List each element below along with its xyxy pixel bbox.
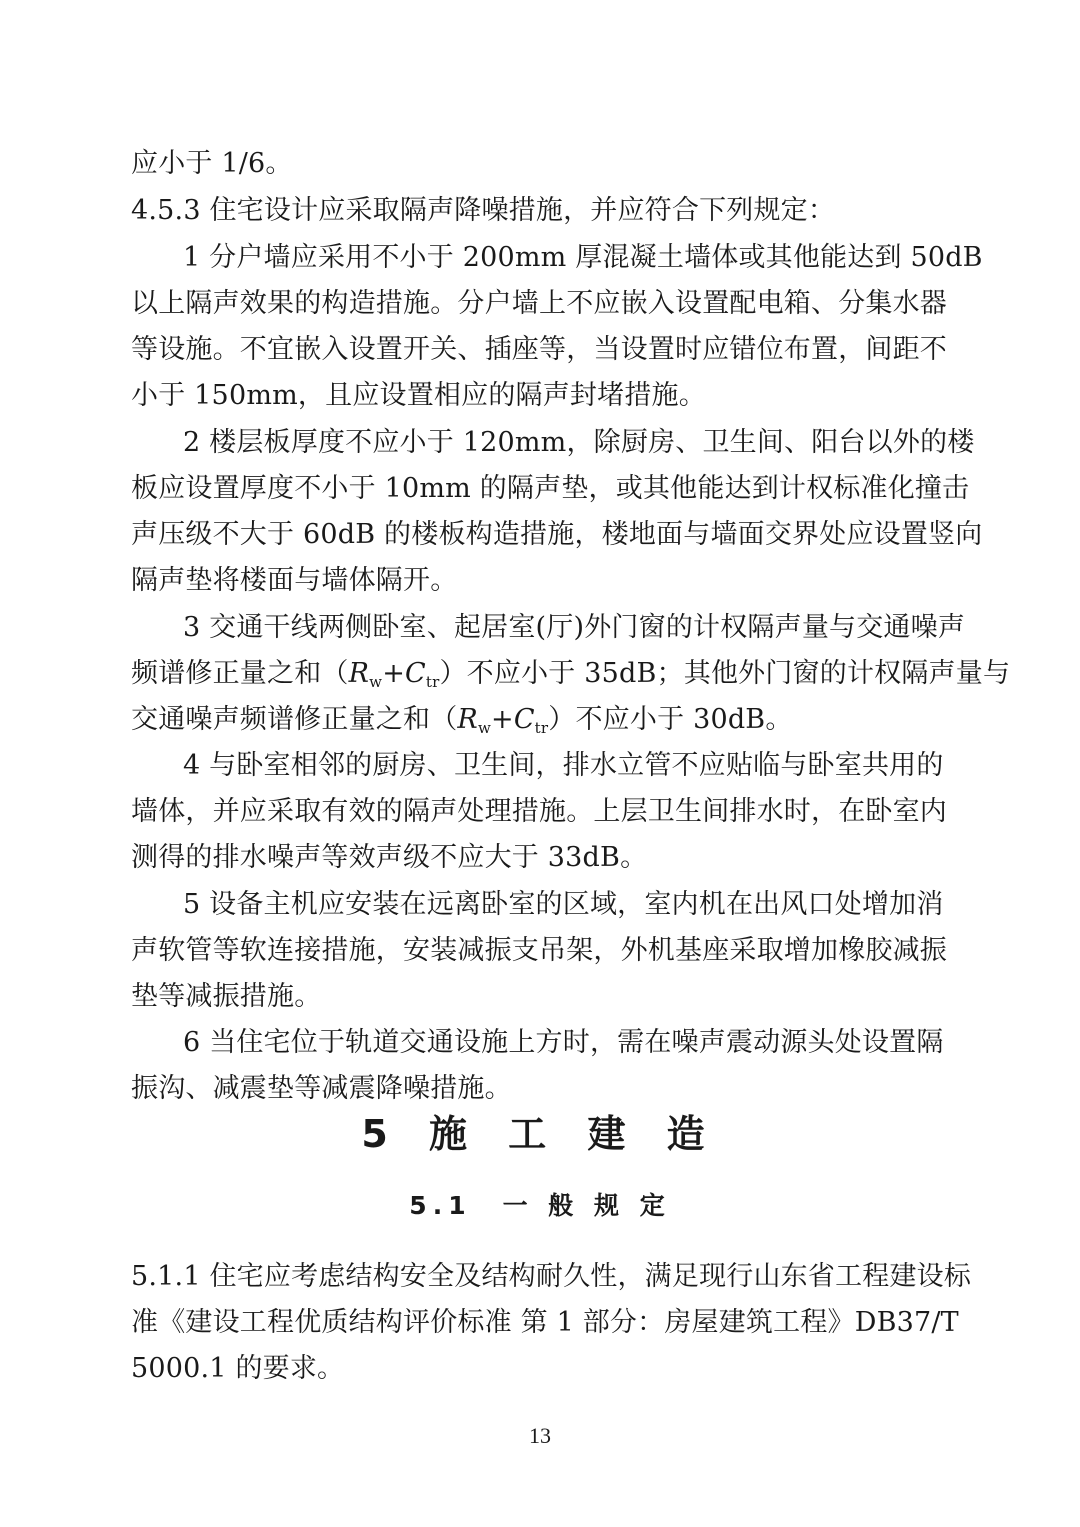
clause-4-5-3: 4.5.3 住宅设计应采取隔声降噪措施，并应符合下列规定： bbox=[131, 195, 836, 226]
rw-ctr-formula bbox=[457, 704, 548, 735]
c-symbol: C bbox=[405, 658, 426, 689]
w-subscript: w bbox=[369, 673, 383, 691]
text-line: 垫等减振措施。 bbox=[131, 981, 322, 1012]
text-line: 小于 150mm，且应设置相应的隔声封堵措施。 bbox=[131, 380, 706, 411]
item-4-line: 4 与卧室相邻的厨房、卫生间，排水立管不应贴临与卧室共用的 bbox=[183, 750, 944, 781]
clause-5-1-1: 5.1.1 住宅应考虑结构安全及结构耐久性，满足现行山东省工程建设标 bbox=[131, 1261, 972, 1292]
text-line: 隔声垫将楼面与墙体隔开。 bbox=[131, 565, 458, 596]
text-line: 5000.1 的要求。 bbox=[131, 1353, 345, 1384]
text-line: 准《建设工程优质结构评价标准 第 1 部分：房屋建筑工程》DB37/T bbox=[131, 1307, 959, 1338]
page-number: 13 bbox=[529, 1423, 551, 1448]
text-segment: 交通噪声频谱修正量之和（ bbox=[131, 704, 458, 735]
tr-subscript: tr bbox=[534, 719, 549, 737]
text-line: 声压级不大于 60dB 的楼板构造措施，楼地面与墙面交界处应设置竖向 bbox=[131, 519, 983, 550]
text-line: 应小于 1/6。 bbox=[131, 148, 293, 179]
text-line: 等设施。不宜嵌入设置开关、插座等，当设置时应错位布置，间距不 bbox=[131, 334, 947, 365]
tr-subscript: tr bbox=[425, 673, 440, 691]
text-line: 测得的排水噪声等效声级不应大于 33dB。 bbox=[131, 842, 648, 873]
r-symbol: R bbox=[457, 704, 478, 735]
item-6-line: 6 当住宅位于轨道交通设施上方时，需在噪声震动源头处设置隔 bbox=[183, 1027, 944, 1058]
item-1-line: 1 分户墙应采用不小于 200mm 厚混凝土墙体或其他能达到 50dB bbox=[183, 242, 983, 273]
c-symbol: C bbox=[513, 704, 535, 735]
chapter-title: 5 施 工 建 造 bbox=[361, 1112, 719, 1156]
text-segment: 频谱修正量之和（ bbox=[131, 658, 349, 689]
text-line: 声软管等软连接措施，安装减振支吊架，外机基座采取增加橡胶减振 bbox=[131, 935, 947, 966]
text-segment: ）不应小于 30dB。 bbox=[548, 704, 793, 735]
r-symbol: R bbox=[348, 658, 370, 689]
text-line: 以上隔声效果的构造措施。分户墙上不应嵌入设置配电箱、分集水器 bbox=[131, 288, 947, 319]
item-3-line: 3 交通干线两侧卧室、起居室(厅)外门窗的计权隔声量与交通噪声 bbox=[183, 612, 966, 643]
w-subscript: w bbox=[477, 719, 491, 737]
text-segment: ）不应小于 35dB；其他外门窗的计权隔声量与 bbox=[439, 658, 1011, 689]
item-2-line: 2 楼层板厚度不应小于 120mm，除厨房、卫生间、阳台以外的楼 bbox=[183, 427, 975, 458]
plus-sign: + bbox=[490, 704, 514, 735]
item-5-line: 5 设备主机应安装在远离卧室的区域，室内机在出风口处增加消 bbox=[183, 889, 944, 920]
text-line: 振沟、减震垫等减震降噪措施。 bbox=[131, 1073, 512, 1104]
rw-ctr-formula bbox=[349, 658, 440, 689]
text-line: 墙体，并应采取有效的隔声处理措施。上层卫生间排水时，在卧室内 bbox=[131, 796, 947, 827]
text-line: 板应设置厚度不小于 10mm 的隔声垫，或其他能达到计权标准化撞击 bbox=[131, 473, 970, 504]
plus-sign: + bbox=[382, 658, 406, 689]
section-title: 5.1 一 般 规 定 bbox=[409, 1191, 671, 1220]
